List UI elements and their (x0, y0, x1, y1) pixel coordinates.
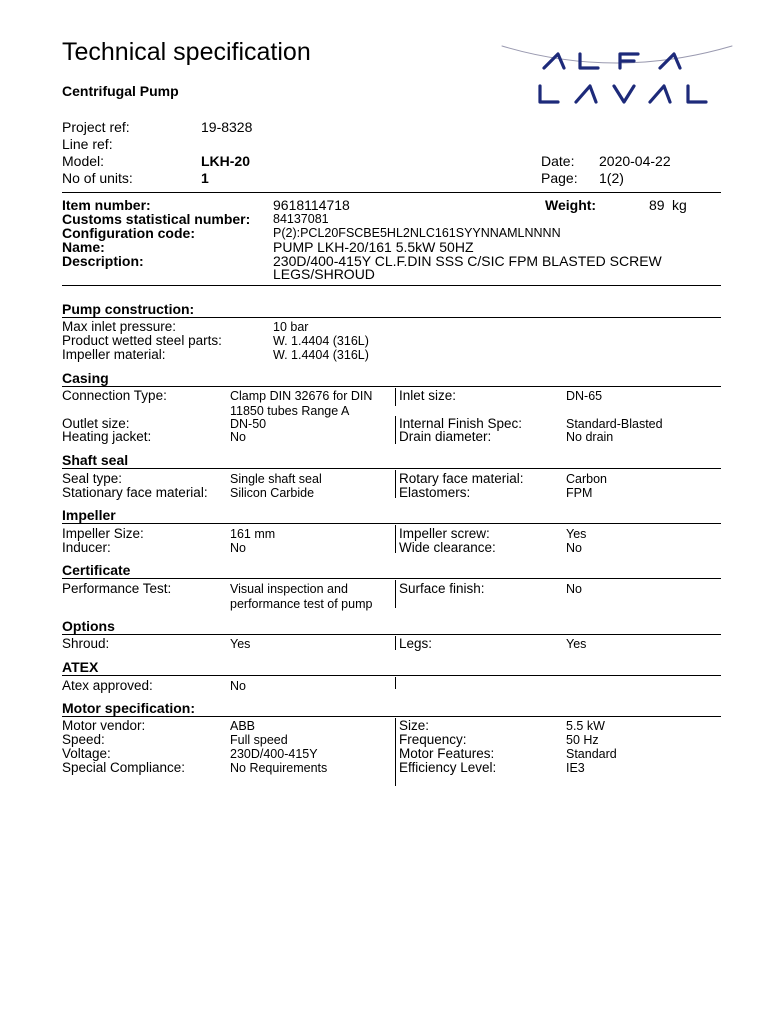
rotary-face-value: Carbon (566, 472, 607, 486)
performance-test-value-line2: performance test of pump (230, 597, 373, 611)
column-divider (395, 388, 396, 406)
column-divider (395, 580, 396, 608)
speed-value: Full speed (230, 733, 288, 747)
shroud-label: Shroud: (62, 636, 110, 651)
item-number-value: 9618114718 (273, 197, 350, 213)
weight-unit: kg (672, 197, 687, 213)
max-inlet-value: 10 bar (273, 320, 309, 334)
pump-construction-heading: Pump construction: (62, 301, 195, 317)
divider (62, 578, 721, 579)
impeller-screw-value: Yes (566, 527, 587, 541)
column-divider (395, 416, 396, 444)
wide-clearance-label: Wide clearance: (399, 540, 496, 555)
connection-type-value-line2: 11850 tubes Range A (230, 404, 350, 418)
page-subtitle: Centrifugal Pump (62, 83, 179, 99)
heating-jacket-label: Heating jacket: (62, 429, 152, 444)
description-value-line2: LEGS/SHROUD (273, 266, 375, 282)
drain-diameter-value: No drain (566, 430, 614, 444)
max-inlet-label: Max inlet pressure: (62, 319, 177, 334)
efficiency-level-value: IE3 (566, 761, 585, 775)
project-ref-label: Project ref: (62, 119, 130, 135)
legs-value: Yes (566, 637, 587, 651)
divider (62, 386, 721, 387)
impeller-heading: Impeller (62, 507, 116, 523)
motor-features-value: Standard (566, 747, 617, 761)
column-divider (395, 525, 396, 553)
surface-finish-value: No (566, 582, 582, 596)
column-divider (395, 636, 396, 650)
impeller-size-label: Impeller Size: (62, 526, 144, 541)
divider (62, 675, 721, 676)
internal-finish-value: Standard-Blasted (566, 417, 663, 431)
legs-label: Legs: (399, 636, 433, 651)
page-label: Page: (541, 170, 578, 186)
seal-type-label: Seal type: (62, 471, 123, 486)
options-heading: Options (62, 618, 115, 634)
line-ref-label: Line ref: (62, 136, 113, 152)
page-title: Technical specification (62, 38, 311, 66)
outlet-size-label: Outlet size: (62, 416, 130, 431)
divider (62, 285, 721, 286)
motor-vendor-value: ABB (230, 719, 256, 733)
elastomers-value: FPM (566, 486, 593, 500)
stationary-face-value: Silicon Carbide (230, 486, 315, 500)
project-ref-value: 19-8328 (201, 119, 253, 135)
column-divider (395, 677, 396, 689)
stationary-face-label: Stationary face material: (62, 485, 208, 500)
column-divider (395, 470, 396, 498)
page-value: 1(2) (599, 170, 624, 186)
divider (62, 634, 721, 635)
motor-features-label: Motor Features: (399, 746, 495, 761)
special-compliance-value: No Requirements (230, 761, 328, 775)
speed-label: Speed: (62, 732, 105, 747)
voltage-label: Voltage: (62, 746, 111, 761)
impeller-screw-label: Impeller screw: (399, 526, 490, 541)
name-label: Name: (62, 239, 105, 255)
wetted-parts-label: Product wetted steel parts: (62, 333, 222, 348)
motor-size-value: 5.5 kW (566, 719, 605, 733)
divider (62, 468, 721, 469)
inducer-value: No (230, 541, 246, 555)
inlet-size-value: DN-65 (566, 389, 603, 403)
inducer-label: Inducer: (62, 540, 111, 555)
customs-value: 84137081 (273, 212, 329, 226)
divider (62, 317, 721, 318)
motor-vendor-label: Motor vendor: (62, 718, 146, 733)
shroud-value: Yes (230, 637, 251, 651)
date-value: 2020-04-22 (599, 153, 671, 169)
rotary-face-label: Rotary face material: (399, 471, 524, 486)
connection-type-label: Connection Type: (62, 388, 167, 403)
inlet-size-label: Inlet size: (399, 388, 457, 403)
atex-approved-value: No (230, 679, 246, 693)
atex-approved-label: Atex approved: (62, 678, 153, 693)
customs-label: Customs statistical number: (62, 211, 251, 227)
special-compliance-label: Special Compliance: (62, 760, 186, 775)
outlet-size-value: DN-50 (230, 417, 267, 431)
motor-spec-heading: Motor specification: (62, 700, 196, 716)
wetted-parts-value: W. 1.4404 (316L) (273, 334, 369, 348)
heating-jacket-value: No (230, 430, 246, 444)
efficiency-level-label: Efficiency Level: (399, 760, 497, 775)
shaft-seal-heading: Shaft seal (62, 452, 129, 468)
impeller-material-label: Impeller material: (62, 347, 166, 362)
config-value: P(2):PCL20FSCBE5HL2NLC161SYYNNAMLNNNN (273, 226, 561, 240)
config-label: Configuration code: (62, 225, 195, 241)
alfa-laval-logo (498, 40, 734, 112)
impeller-material-value: W. 1.4404 (316L) (273, 348, 369, 362)
description-value-line1: 230D/400-415Y CL.F.DIN SSS C/SIC FPM BLASTED SCREW (273, 253, 662, 269)
item-number-label: Item number: (62, 197, 151, 213)
column-divider (395, 718, 396, 786)
name-value: PUMP LKH-20/161 5.5kW 50HZ (273, 239, 474, 255)
divider (62, 716, 721, 717)
model-label: Model: (62, 153, 105, 169)
weight-label: Weight: (545, 197, 597, 213)
drain-diameter-label: Drain diameter: (399, 429, 492, 444)
wide-clearance-value: No (566, 541, 582, 555)
frequency-label: Frequency: (399, 732, 467, 747)
divider (62, 192, 721, 193)
performance-test-value-line1: Visual inspection and (230, 582, 348, 596)
divider (62, 523, 721, 524)
weight-value: 89 (649, 197, 665, 213)
impeller-size-value: 161 mm (230, 527, 276, 541)
model-value: LKH-20 (201, 153, 251, 169)
motor-size-label: Size: (399, 718, 430, 733)
frequency-value: 50 Hz (566, 733, 599, 747)
performance-test-label: Performance Test: (62, 581, 172, 596)
surface-finish-label: Surface finish: (399, 581, 485, 596)
date-label: Date: (541, 153, 575, 169)
units-value: 1 (201, 170, 209, 186)
voltage-value: 230D/400-415Y (230, 747, 318, 761)
connection-type-value-line1: Clamp DIN 32676 for DIN (230, 389, 373, 403)
seal-type-value: Single shaft seal (230, 472, 322, 486)
units-label: No of units: (62, 170, 133, 186)
description-label: Description: (62, 253, 144, 269)
certificate-heading: Certificate (62, 562, 131, 578)
casing-heading: Casing (62, 370, 109, 386)
internal-finish-label: Internal Finish Spec: (399, 416, 523, 431)
atex-heading: ATEX (62, 659, 99, 675)
elastomers-label: Elastomers: (399, 485, 471, 500)
